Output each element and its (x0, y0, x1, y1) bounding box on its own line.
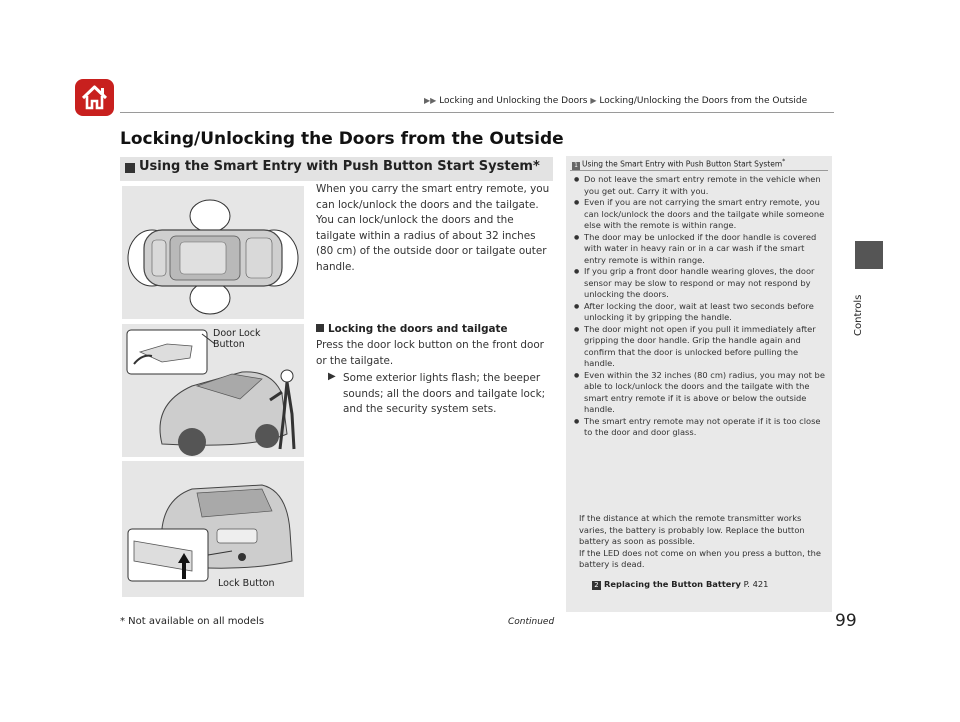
list-item: ● The door may be unlocked if the door handle is covered with water in heavy rain or in a car wash if the smart entry remote is within range. (572, 232, 827, 267)
section-square-icon (125, 163, 135, 173)
page-number: 99 (835, 611, 857, 631)
notes-list (572, 174, 827, 439)
breadcrumb (424, 96, 807, 106)
header-divider (120, 112, 834, 113)
list-item: ● Even if you are not carrying the smart entry remote, you can lock/unlock the doors and the tailgate while someone else with the remote is within range. (572, 197, 827, 232)
breadcrumb-arrow-icon: ▶▶ (424, 96, 437, 105)
locking-subheading: Locking the doors and tailgate (316, 323, 508, 335)
list-item: ● Do not leave the smart entry remote in the vehicle when you get out. Carry it with you. (572, 174, 827, 197)
chapter-tab-marker (855, 241, 883, 269)
notes-divider (570, 170, 828, 171)
list-item: ● The door might not open if you pull it immediately after gripping the door handle. Grip the handle again and confirm that the door is unlocked before pulling the handle. (572, 324, 827, 370)
note-number-icon: 1 (572, 162, 580, 170)
list-item: ● After locking the door, wait at least two seconds before unlocking it by gripping the handle. (572, 301, 827, 324)
breadcrumb-item[interactable]: Locking and Unlocking the Doors (439, 96, 588, 106)
door-lock-button-callout: Door Lock Button (213, 328, 261, 350)
section-title: Using the Smart Entry with Push Button Start System* (139, 159, 540, 174)
lock-button-callout: Lock Button (218, 578, 275, 589)
chapter-tab-label[interactable]: Controls (853, 294, 864, 336)
list-item: ● The smart entry remote may not operate if it is too close to the door and door glass. (572, 416, 827, 439)
locking-result: Some exterior lights flash; the beeper sounds; all the doors and tailgate lock; and the security system sets. (343, 372, 546, 415)
footnote: * Not available on all models (120, 616, 265, 627)
smart-entry-range-illustration (122, 186, 304, 319)
home-icon[interactable] (75, 79, 114, 116)
smart-entry-description: When you carry the smart entry remote, you can lock/unlock the doors and the tailgate. You can lock/unlock the doors and the tailgate within a radius of about 32 inches (80 cm) of the outside door or tailgate outer handle. (316, 183, 550, 273)
reference-arrow-icon: 2 (592, 581, 601, 590)
subheading-square-icon (316, 324, 324, 332)
list-item: ● Even within the 32 inches (80 cm) radius, you may not be able to lock/unlock the doors and the tailgate with the smart entry remote if it is above or below the outside handle. (572, 370, 827, 416)
locking-instruction: Press the door lock button on the front door or the tailgate. (316, 339, 544, 367)
battery-note: If the distance at which the remote transmitter works varies, the battery is probably low. Replace the button battery as soon as possible. If the LED does not come on when you press a button, the battery is dead. (579, 513, 822, 569)
section-heading (120, 157, 553, 181)
page-title: Locking/Unlocking the Doors from the Outside (120, 129, 564, 149)
breadcrumb-item[interactable]: Locking/Unlocking the Doors from the Outside (599, 96, 808, 106)
battery-reference-link[interactable]: 2 Replacing the Button Battery P. 421 (592, 579, 768, 590)
availability-asterisk: * (782, 158, 786, 165)
notes-title: 1 Using the Smart Entry with Push Button Start System* (572, 158, 785, 170)
availability-asterisk: * (532, 159, 540, 174)
result-arrow-icon: ▶ (328, 371, 336, 382)
list-item: ● If you grip a front door handle wearing gloves, the door sensor may be slow to respond or may not respond by unlocking the doors. (572, 266, 827, 301)
continued-label: Continued (508, 617, 555, 627)
breadcrumb-arrow-icon: ▶ (590, 96, 597, 105)
tailgate-lock-illustration (122, 461, 304, 597)
